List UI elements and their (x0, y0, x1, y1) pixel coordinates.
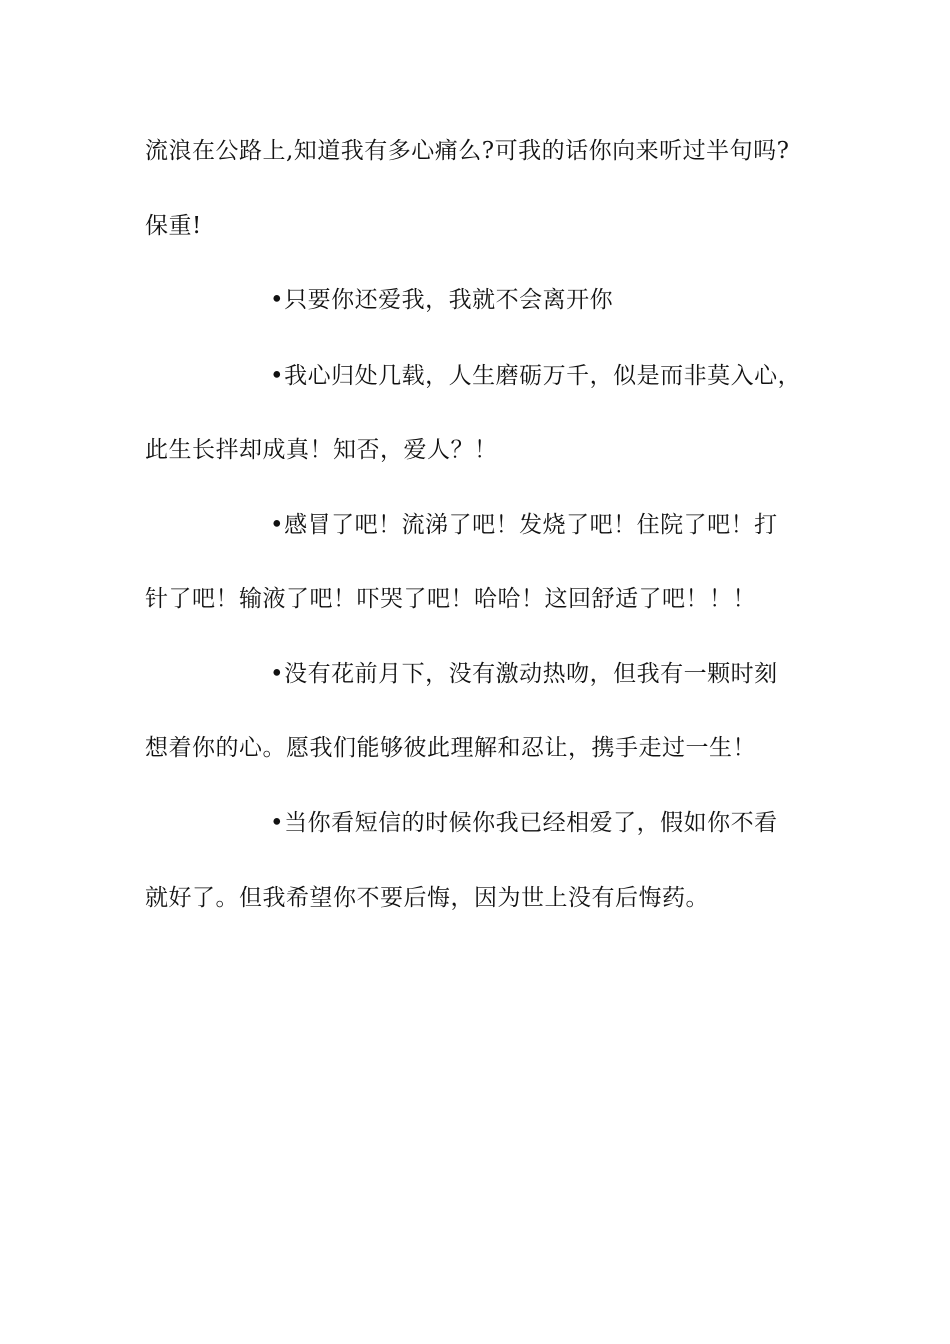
bullet-line: •只要你还爱我，我就不会离开你 (270, 287, 614, 313)
paragraph-line: 保重! (145, 213, 202, 239)
bullet-line: •没有花前月下，没有激动热吻，但我有一颗时刻 (270, 661, 778, 687)
paragraph-line: 就好了。但我希望你不要后悔，因为世上没有后悔药。 (145, 885, 709, 911)
paragraph-line: 想着你的心。愿我们能够彼此理解和忍让，携手走过一生！ (145, 735, 756, 761)
bullet-line: •感冒了吧！流涕了吧！发烧了吧！住院了吧！打 (270, 512, 778, 538)
paragraph-line: 针了吧！输液了吧！吓哭了吧！哈哈！这回舒适了吧！！！ (145, 586, 756, 612)
bullet-line: •当你看短信的时候你我已经相爱了，假如你不看 (270, 810, 778, 836)
paragraph-line: 流浪在公路上,知道我有多心痛么?可我的话你向来听过半句吗? (145, 138, 790, 164)
bullet-line: •我心归处几载，人生磨砺万千，似是而非莫入心， (270, 363, 802, 389)
paragraph-line: 此生长拌却成真！知否，爱人？！ (145, 437, 498, 463)
